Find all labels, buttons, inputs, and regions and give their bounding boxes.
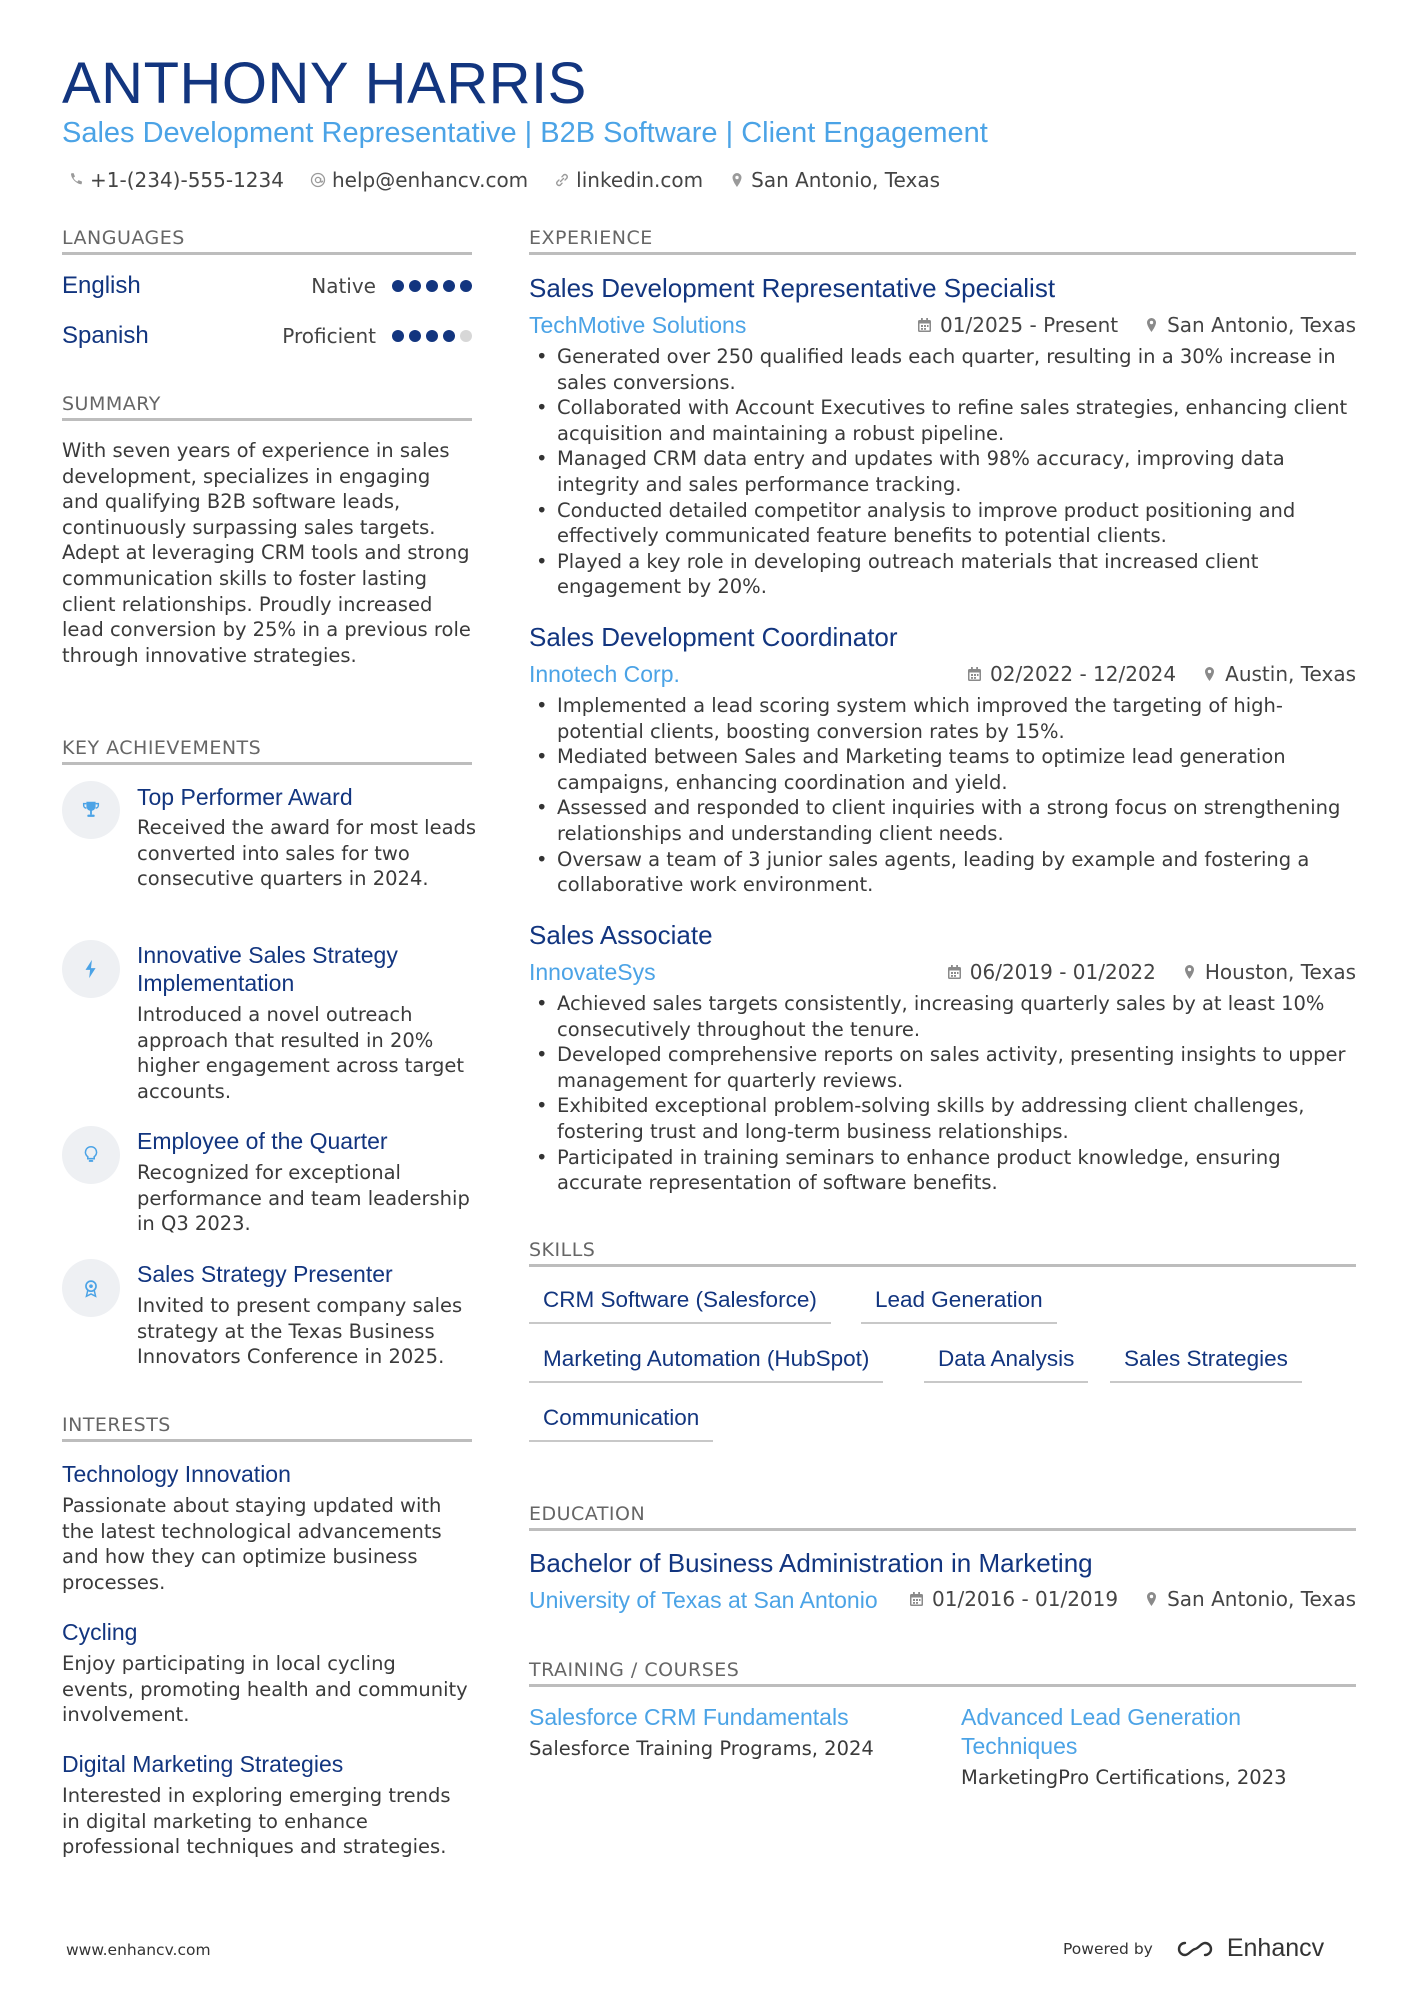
achievement-title: Top Performer Award — [137, 784, 353, 810]
education-meta — [909, 1585, 1356, 1613]
interest-title: Cycling — [62, 1619, 138, 1645]
calendar-icon — [909, 1591, 924, 1607]
candidate-headline: Sales Development Representative | B2B Software | Client Engagement — [62, 117, 988, 149]
achievements-heading: KEY ACHIEVEMENTS — [62, 736, 472, 765]
job-location-text: San Antonio, Texas — [1167, 313, 1356, 337]
contact-bar — [68, 166, 940, 194]
achievement-icon — [62, 940, 120, 998]
job-bullet: • Oversaw a team of 3 junior sales agents, leading by example and fostering a collaborative work environment. — [529, 847, 1349, 898]
job-location — [1202, 660, 1356, 688]
job-dates-text: 02/2022 - 12/2024 — [990, 662, 1177, 686]
powered-by-label: Powered by — [1063, 1939, 1153, 1958]
link-icon — [554, 172, 570, 188]
job-dates — [947, 958, 1156, 986]
skill-tag: Communication — [529, 1404, 713, 1442]
job-bullet: • Participated in training seminars to enhance product knowledge, ensuring accurate representation of software benefits. — [529, 1145, 1349, 1196]
skills-heading: SKILLS — [529, 1238, 1356, 1267]
interest-text: Passionate about staying updated with the latest technological advancements and how they can optimize business processes. — [62, 1494, 442, 1594]
enhancv-logo-icon — [1171, 1937, 1219, 1961]
language-row — [62, 270, 472, 302]
location-pin-icon — [1144, 1591, 1159, 1607]
degree-title: Bachelor of Business Administration in Marketing — [529, 1548, 1093, 1578]
job-dates — [917, 311, 1118, 339]
job-location — [1182, 958, 1356, 986]
job-bullet: • Implemented a lead scoring system which improved the targeting of high-potential clients, boosting conversion rates by 15%. — [529, 693, 1349, 744]
candidate-name: ANTHONY HARRIS — [62, 51, 587, 116]
enhancv-logo[interactable] — [1171, 1934, 1324, 1963]
location-pin-icon — [1202, 666, 1217, 682]
job-dates-text: 06/2019 - 01/2022 — [969, 960, 1156, 984]
skill-tag: Lead Generation — [861, 1286, 1057, 1324]
achievement-title: Innovative Sales Strategy Implementation — [137, 942, 398, 996]
interest-text: Interested in exploring emerging trends in digital marketing to enhance professional techniques and strategies. — [62, 1784, 451, 1859]
course-title: Advanced Lead Generation Techniques — [961, 1704, 1242, 1759]
calendar-icon — [917, 317, 932, 333]
language-name: Spanish — [62, 322, 149, 349]
skill-tag: Marketing Automation (HubSpot) — [529, 1345, 883, 1383]
job-bullets — [529, 991, 1349, 1196]
contact-location — [729, 166, 940, 194]
language-rating — [392, 330, 472, 342]
interest-title: Digital Marketing Strategies — [62, 1751, 344, 1777]
brand-name: Enhancv — [1226, 1934, 1325, 1962]
education-dates — [909, 1585, 1118, 1613]
job-bullets — [529, 693, 1349, 898]
job-bullet: • Achieved sales targets consistently, increasing quarterly sales by at least 10% consecutively throughout the tenure. — [529, 991, 1349, 1042]
job-location — [1144, 311, 1356, 339]
footer-website[interactable]: www.enhancv.com — [66, 1941, 211, 1959]
education-location — [1144, 1585, 1356, 1613]
job-location-text: Austin, Texas — [1225, 662, 1356, 686]
training-heading: TRAINING / COURSES — [529, 1658, 1356, 1687]
achievement-title: Employee of the Quarter — [137, 1128, 388, 1154]
education-dates-text: 01/2016 - 01/2019 — [932, 1587, 1119, 1611]
education-heading: EDUCATION — [529, 1502, 1356, 1531]
job-bullet: • Conducted detailed competitor analysis to improve product positioning and effectively communicated feature benefits to potential clients. — [529, 498, 1349, 549]
linkedin-text: linkedin.com — [576, 168, 704, 192]
languages-heading: LANGUAGES — [62, 226, 472, 255]
job-meta — [947, 958, 1356, 986]
job-bullet: • Generated over 250 qualified leads each quarter, resulting in a 30% increase in sales conversions. — [529, 344, 1349, 395]
interest-title: Technology Innovation — [62, 1461, 291, 1487]
job-bullet: • Exhibited exceptional problem-solving skills by addressing client challenges, fostering trust and long-term business relationships. — [529, 1093, 1349, 1144]
achievement-title: Sales Strategy Presenter — [137, 1261, 393, 1287]
footer-branding — [1063, 1934, 1324, 1963]
location-pin-icon — [1182, 964, 1197, 980]
job-bullet: • Managed CRM data entry and updates with 98% accuracy, improving data integrity and sales performance tracking. — [529, 446, 1349, 497]
skill-tag: CRM Software (Salesforce) — [529, 1286, 831, 1324]
job-bullets — [529, 344, 1349, 600]
company-name: Innotech Corp. — [529, 661, 680, 687]
trophy-icon — [80, 799, 102, 821]
course-title: Salesforce CRM Fundamentals — [529, 1704, 849, 1730]
contact-phone — [68, 166, 284, 194]
lightning-icon — [80, 958, 102, 980]
skill-tag: Data Analysis — [924, 1345, 1088, 1383]
language-level: Proficient — [282, 324, 376, 348]
lightbulb-icon — [80, 1144, 102, 1166]
location-pin-icon — [1144, 317, 1159, 333]
job-meta — [917, 311, 1356, 339]
job-bullet: • Assessed and responded to client inquiries with a strong focus on strengthening relationships and understanding client needs. — [529, 795, 1349, 846]
phone-text: +1-(234)-555-1234 — [90, 168, 284, 192]
email-text: help@enhancv.com — [331, 168, 529, 192]
phone-icon — [68, 172, 84, 188]
skill-tag: Sales Strategies — [1110, 1345, 1302, 1383]
company-name: InnovateSys — [529, 959, 656, 985]
job-title: Sales Development Coordinator — [529, 622, 898, 652]
course-provider: Salesforce Training Programs, 2024 — [529, 1737, 874, 1760]
experience-heading: EXPERIENCE — [529, 226, 1356, 255]
education-location-text: San Antonio, Texas — [1167, 1587, 1356, 1611]
interest-text: Enjoy participating in local cycling events, promoting health and community involvement. — [62, 1652, 468, 1727]
job-bullet: • Played a key role in developing outreach materials that increased client engagement by 20%. — [529, 549, 1349, 600]
summary-heading: SUMMARY — [62, 392, 472, 421]
interests-heading: INTERESTS — [62, 1413, 472, 1442]
location-pin-icon — [729, 172, 745, 188]
company-name: TechMotive Solutions — [529, 312, 747, 338]
job-location-text: Houston, Texas — [1204, 960, 1356, 984]
summary-text: With seven years of experience in sales development, specializes in engaging and qualifying B2B software leads, continuously surpassing sales targets. Adept at leveraging CRM tools and strong communication skills to foster lasting client relationships. Proudly increased lead conversion by 25% in a previous role through innovative strategies. — [62, 439, 471, 667]
location-text: San Antonio, Texas — [751, 168, 941, 192]
language-name: English — [62, 272, 141, 299]
achievement-text: Introduced a novel outreach approach that resulted in 20% higher engagement across target accounts. — [137, 1003, 464, 1103]
achievement-icon — [62, 1126, 120, 1184]
job-bullet: • Mediated between Sales and Marketing teams to optimize lead generation campaigns, enhancing coordination and yield. — [529, 744, 1349, 795]
achievement-text: Recognized for exceptional performance and team leadership in Q3 2023. — [137, 1161, 470, 1236]
job-title: Sales Associate — [529, 920, 713, 950]
calendar-icon — [947, 964, 962, 980]
language-row — [62, 320, 472, 352]
job-dates-text: 01/2025 - Present — [940, 313, 1119, 337]
course-provider: MarketingPro Certifications, 2023 — [961, 1766, 1287, 1789]
achievement-icon — [62, 781, 120, 839]
contact-linkedin[interactable] — [554, 166, 703, 194]
job-meta — [967, 660, 1356, 688]
calendar-icon — [967, 666, 982, 682]
language-level: Native — [311, 274, 376, 298]
contact-email[interactable] — [310, 166, 528, 194]
award-icon — [80, 1277, 102, 1299]
language-rating — [392, 280, 472, 292]
job-dates — [967, 660, 1176, 688]
job-bullet: • Collaborated with Account Executives to refine sales strategies, enhancing client acquisition and maintaining a robust pipeline. — [529, 395, 1349, 446]
school-name: University of Texas at San Antonio — [529, 1587, 878, 1613]
at-icon — [310, 172, 326, 188]
achievement-text: Invited to present company sales strategy at the Texas Business Innovators Conference in 2025. — [137, 1294, 463, 1369]
achievement-icon — [62, 1259, 120, 1317]
achievement-text: Received the award for most leads converted into sales for two consecutive quarters in 2024. — [137, 816, 477, 891]
job-title: Sales Development Representative Specialist — [529, 273, 1056, 303]
job-bullet: • Developed comprehensive reports on sales activity, presenting insights to upper management for quarterly reviews. — [529, 1042, 1349, 1093]
